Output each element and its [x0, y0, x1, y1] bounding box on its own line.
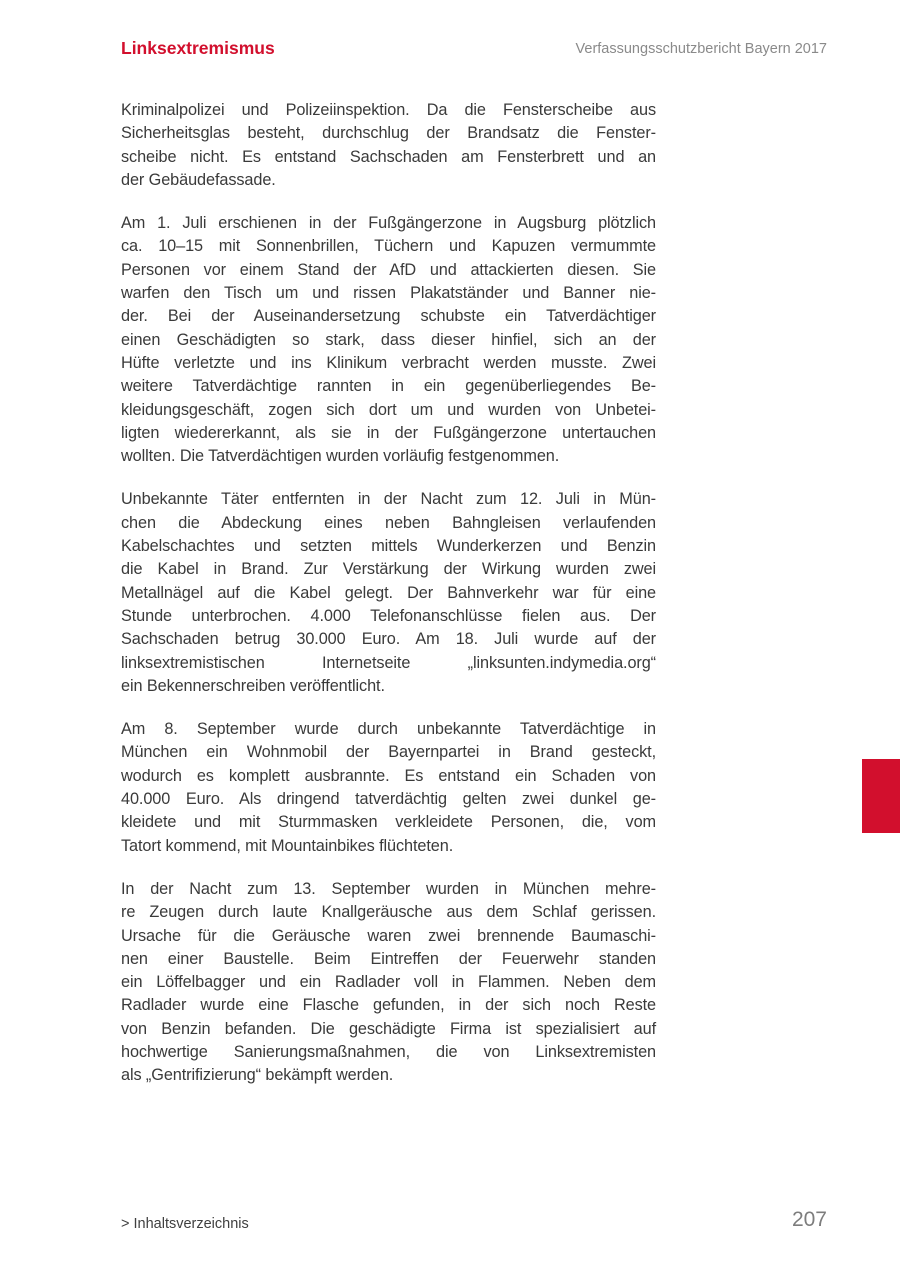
text-line: Personen vor einem Stand der AfD und attackierten diesen. Sie — [121, 260, 656, 279]
paragraph — [121, 718, 656, 858]
text-line: scheibe nicht. Es entstand Sachschaden am Fensterbrett und an — [121, 147, 656, 166]
text-line: von Benzin befanden. Die geschädigte Firma ist spezialisiert auf — [121, 1019, 656, 1038]
text-line: kleidungsgeschäft, zogen sich dort um und wurden von Unbetei- — [121, 400, 656, 419]
toc-link[interactable]: > Inhaltsverzeichnis — [121, 1216, 249, 1232]
text-line: weitere Tatverdächtige rannten in ein gegenüberliegendes Be- — [121, 377, 656, 396]
paragraph — [121, 99, 656, 192]
text-line: einen Geschädigten so stark, dass dieser hinfiel, sich an der — [121, 330, 656, 349]
text-line: chen die Abdeckung eines neben Bahngleisen verlaufenden — [121, 513, 656, 532]
text-line: der Gebäudefassade. — [121, 170, 276, 189]
text-line: hochwertige Sanierungsmaßnahmen, die von Linksextremisten — [121, 1042, 656, 1061]
text-line: warfen den Tisch um und rissen Plakatständer und Banner nie- — [121, 284, 656, 303]
page-number: 207 — [791, 1208, 827, 1231]
text-line: 40.000 Euro. Als dringend tatverdächtig gelten zwei dunkel ge- — [121, 790, 656, 809]
text-line: Stunde unterbrochen. 4.000 Telefonanschlüsse fielen aus. Der — [121, 606, 656, 625]
section-tab-marker — [862, 759, 900, 833]
text-line: als „Gentrifizierung“ bekämpft werden. — [121, 1066, 394, 1085]
text-line: der. Bei der Auseinandersetzung schubste ein Tatverdächtiger — [121, 307, 656, 326]
text-line: linksextremistischen Internetseite „linksunten.indymedia.org“ — [121, 653, 656, 672]
body-text — [121, 99, 656, 1108]
text-line: ein Löffelbagger und ein Radlader voll in Flammen. Neben dem — [121, 973, 656, 992]
text-line: Unbekannte Täter entfernten in der Nacht zum 12. Juli in Mün- — [121, 490, 656, 509]
text-line: Sicherheitsglas besteht, durchschlug der Brandsatz die Fenster- — [121, 124, 656, 143]
text-line: nen einer Baustelle. Beim Eintreffen der Feuerwehr standen — [121, 949, 656, 968]
text-line: Am 1. Juli erschienen in der Fußgängerzone in Augsburg plötzlich — [121, 214, 656, 233]
text-line: wodurch es komplett ausbrannte. Es entstand ein Schaden von — [121, 766, 656, 785]
text-line: wollten. Die Tatverdächtigen wurden vorläufig festgenommen. — [121, 447, 560, 466]
report-title: Verfassungsschutzbericht Bayern 2017 — [575, 41, 827, 57]
text-line: ein Bekennerschreiben veröffentlicht. — [121, 676, 385, 695]
text-line: Tatort kommend, mit Mountainbikes flüchteten. — [121, 836, 454, 855]
text-line: In der Nacht zum 13. September wurden in München mehre- — [121, 879, 656, 898]
text-line: Am 8. September wurde durch unbekannte Tatverdächtige in — [121, 720, 656, 739]
text-line: Ursache für die Geräusche waren zwei brennende Baumaschi- — [121, 926, 656, 945]
section-title: Linksextremismus — [121, 38, 275, 58]
text-line: Kriminalpolizei und Polizeiinspektion. Da die Fensterscheibe aus — [121, 101, 656, 119]
text-line: kleidete und mit Sturmmasken verkleidete Personen, die, vom — [121, 813, 656, 832]
text-line: re Zeugen durch laute Knallgeräusche aus dem Schlaf gerissen. — [121, 903, 656, 922]
text-line: Metallnägel auf die Kabel gelegt. Der Bahnverkehr war für eine — [121, 583, 656, 602]
text-line: Kabelschachtes und setzten mittels Wunderkerzen und Benzin — [121, 537, 656, 556]
paragraph — [121, 212, 656, 468]
text-line: ligten wiedererkannt, als sie in der Fußgängerzone untertauchen — [121, 423, 656, 442]
text-line: die Kabel in Brand. Zur Verstärkung der Wirkung wurden zwei — [121, 560, 656, 579]
text-line: Radlader wurde eine Flasche gefunden, in der sich noch Reste — [121, 996, 656, 1015]
paragraph — [121, 488, 656, 698]
text-line: Sachschaden betrug 30.000 Euro. Am 18. Juli wurde auf der — [121, 630, 656, 649]
text-line: Hüfte verletzte und ins Klinikum verbracht werden musste. Zwei — [121, 353, 656, 372]
paragraph — [121, 878, 656, 1088]
text-line: München ein Wohnmobil der Bayernpartei in Brand gesteckt, — [121, 743, 656, 762]
text-line: ca. 10–15 mit Sonnenbrillen, Tüchern und Kapuzen vermummte — [121, 237, 656, 256]
